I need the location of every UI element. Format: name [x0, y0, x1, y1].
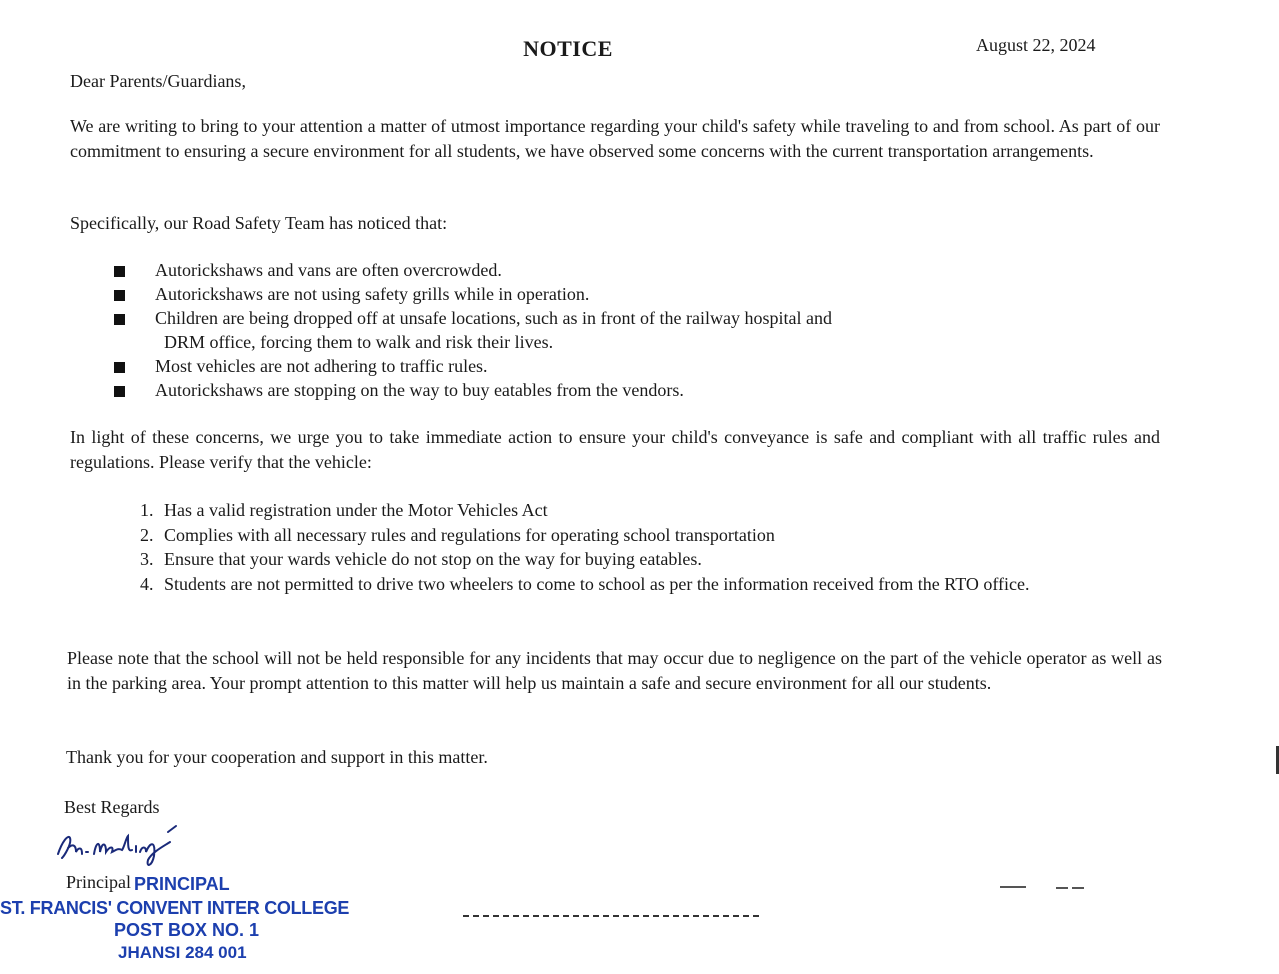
list-item	[112, 282, 1012, 306]
list-item	[112, 378, 1012, 402]
observation-text: Most vehicles are not adhering to traffic rules.	[155, 356, 488, 376]
thanks-line: Thank you for your cooperation and support in this matter.	[66, 747, 488, 767]
urge-paragraph: In light of these concerns, we urge you to take immediate action to ensure your child's conveyance is safe and compliant with all traffic rules and regulations. Please verify that the vehicle:	[70, 427, 1160, 472]
list-item	[112, 258, 1012, 282]
item-number: 2.	[140, 524, 154, 545]
stamp-school-name: ST. FRANCIS' CONVENT INTER COLLEGE	[0, 898, 350, 918]
list-item	[112, 354, 1012, 378]
notice-title: NOTICE	[523, 36, 613, 61]
observation-continuation: DRM office, forcing them to walk and risk their lives.	[164, 332, 554, 352]
bullet-square-icon	[114, 362, 125, 373]
scan-mark	[1000, 886, 1026, 888]
observation-text: Autorickshaws are stopping on the way to buy eatables from the vendors.	[155, 380, 684, 400]
scan-mark	[1056, 887, 1068, 889]
salutation: Dear Parents/Guardians,	[70, 71, 246, 91]
requirement-text: Has a valid registration under the Motor Vehicles Act	[164, 500, 548, 520]
specifically-line: Specifically, our Road Safety Team has noticed that:	[70, 213, 448, 233]
list-item	[140, 547, 1164, 572]
stamp-principal: PRINCIPAL	[134, 874, 230, 894]
notice-date: August 22, 2024	[976, 35, 1096, 55]
observation-text: Children are being dropped off at unsafe locations, such as in front of the railway hospital and	[155, 308, 832, 328]
intro-paragraph: We are writing to bring to your attention a matter of utmost importance regarding your child's safety while traveling to and from school. As part of our commitment to ensuring a secure environment for all students, we have observed some concerns with the current transportation arrangements.	[70, 116, 1160, 161]
disclaimer-paragraph: Please note that the school will not be held responsible for any incidents that may occur due to negligence on the part of the vehicle operator as well as in the parking area. Your prompt attention to this matter will help us maintain a safe and secure environment for all our students.	[67, 648, 1162, 693]
item-number: 1.	[140, 500, 154, 520]
scan-mark	[1072, 887, 1084, 889]
closing-line: Best Regards	[64, 797, 160, 817]
stamp-post-box: POST BOX NO. 1	[114, 920, 260, 940]
signature-line	[463, 915, 759, 917]
item-number: 4.	[140, 573, 154, 594]
requirement-text: Ensure that your wards vehicle do not stop on the way for buying eatables.	[164, 549, 702, 569]
signature-image	[52, 822, 192, 872]
requirement-text: Students are not permitted to drive two wheelers to come to school as per the information received from the RTO office.	[164, 573, 1030, 594]
stamp-city: JHANSI 284 001	[118, 943, 247, 962]
list-item	[140, 572, 1164, 597]
observation-text: Autorickshaws are not using safety grills while in operation.	[155, 284, 590, 304]
item-number: 3.	[140, 549, 154, 569]
signatory-title: Principal	[66, 872, 131, 892]
bullet-square-icon	[114, 266, 125, 277]
observation-text: Autorickshaws and vans are often overcrowded.	[155, 260, 502, 280]
requirement-text: Complies with all necessary rules and regulations for operating school transportation	[164, 524, 775, 545]
requirements-list	[140, 498, 1164, 596]
bullet-square-icon	[114, 290, 125, 301]
bullet-square-icon	[114, 314, 125, 325]
observations-list	[112, 258, 1012, 402]
list-item	[112, 306, 1012, 354]
list-item	[140, 498, 1164, 523]
list-item	[140, 523, 1164, 548]
bullet-square-icon	[114, 386, 125, 397]
